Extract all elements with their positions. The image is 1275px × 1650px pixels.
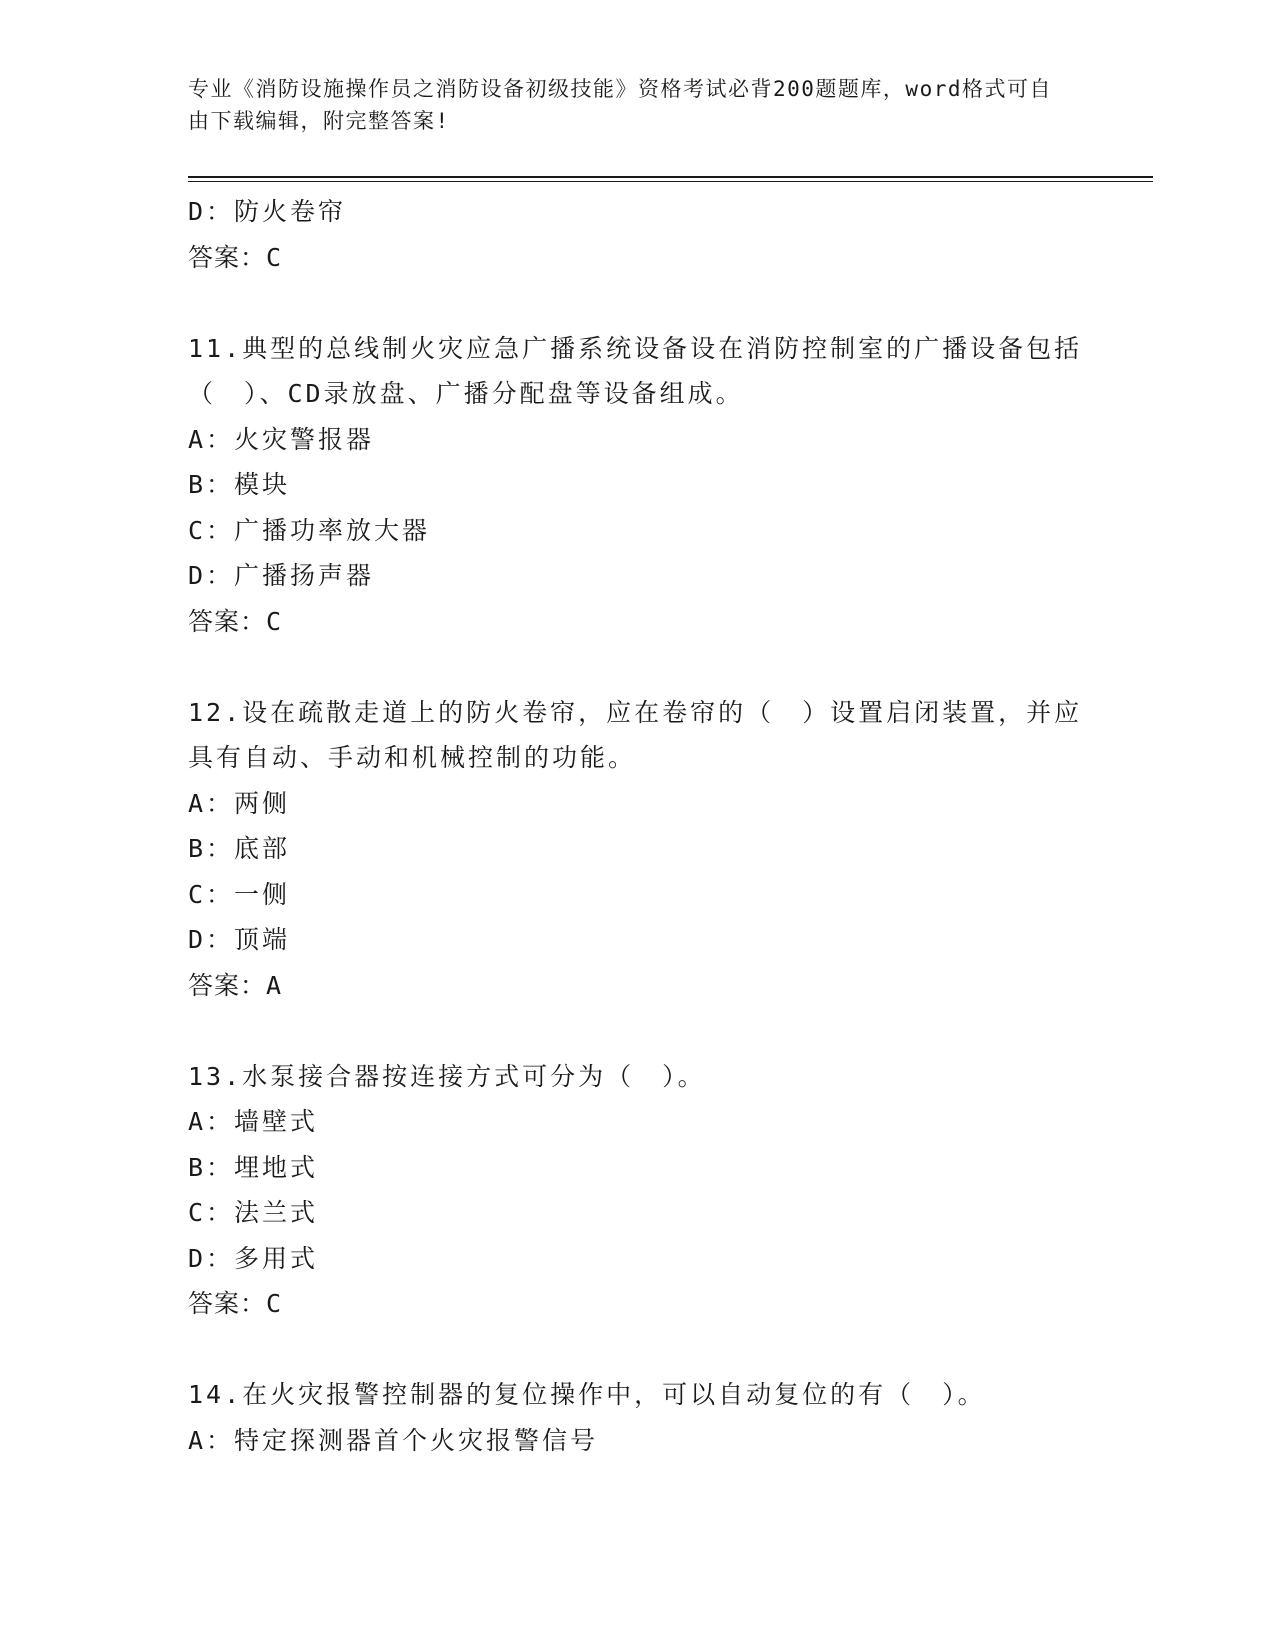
spacer xyxy=(188,1327,1088,1373)
option-b: B：模块 xyxy=(188,470,291,499)
question-text: 11.典型的总线制火灾应急广播系统设备设在消防控制室的广播设备包括（ ）、CD录放盘、广播分配盘等设备组成。 xyxy=(188,333,1083,408)
option-b: B：埋地式 xyxy=(188,1152,319,1182)
option-a: A：火灾警报器 xyxy=(188,424,375,454)
answer-line: 答案：A xyxy=(188,970,283,1000)
question-text: 12.设在疏散走道上的防火卷帘，应在卷帘的（ ）设置启闭装置，并应具有自动、手动和机械控制的功能。 xyxy=(188,697,1083,772)
spacer xyxy=(188,644,1088,690)
header-divider-thick xyxy=(188,176,1153,178)
option-d: D：防火卷帘 xyxy=(188,197,347,226)
option-b: B：底部 xyxy=(188,834,291,863)
option-a: A：特定探测器首个火灾报警信号 xyxy=(188,1425,599,1455)
spacer xyxy=(188,1008,1088,1054)
question-block xyxy=(188,1054,1088,1327)
answer-line: 答案：C xyxy=(188,606,283,636)
header-divider-thin xyxy=(188,181,1153,182)
option-d: D：广播扬声器 xyxy=(188,561,375,590)
question-block xyxy=(188,326,1088,645)
question-text: 14.在火灾报警控制器的复位操作中，可以自动复位的有（ ）。 xyxy=(188,1380,986,1409)
page-header: 专业《消防设施操作员之消防设备初级技能》资格考试必背200题题库，word格式可自由下载编辑，附完整答案! xyxy=(188,77,1052,133)
option-d: D：多用式 xyxy=(188,1243,319,1273)
question-list xyxy=(188,189,1088,1463)
question-block xyxy=(188,1372,1088,1463)
option-d: D：顶端 xyxy=(188,925,291,954)
answer-line: 答案：C xyxy=(188,242,283,272)
question-text: 13.水泵接合器按连接方式可分为（ ）。 xyxy=(188,1061,706,1091)
option-c: C：一侧 xyxy=(188,879,291,909)
option-c: C：广播功率放大器 xyxy=(188,515,431,545)
answer-line: 答案：C xyxy=(188,1289,283,1318)
option-a: A：墙壁式 xyxy=(188,1107,319,1136)
question-block xyxy=(188,690,1088,1009)
spacer xyxy=(188,280,1088,326)
option-c: C：法兰式 xyxy=(188,1198,319,1227)
option-a: A：两侧 xyxy=(188,788,291,818)
